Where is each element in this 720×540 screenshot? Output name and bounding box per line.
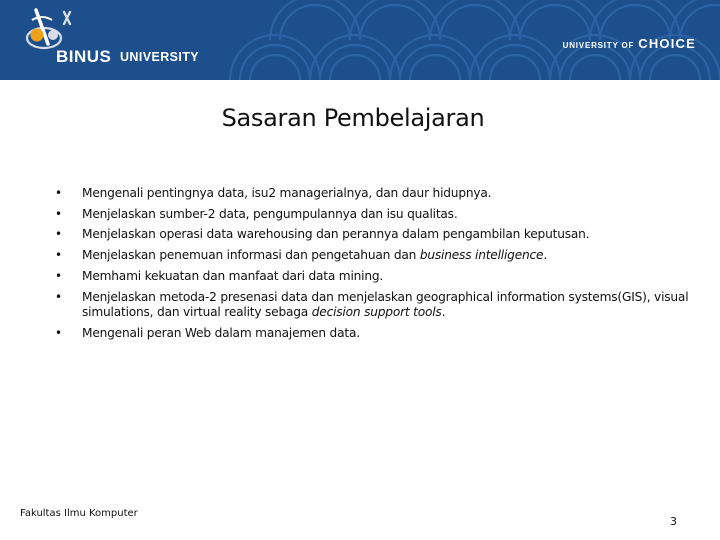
header-band <box>0 0 720 80</box>
logo-wordmark-bold: BINUS <box>56 47 112 66</box>
list-item-text: Menjelaskan metoda-2 presenasi data dan menjelaskan geographical information systems(GIS), visual simulations, dan virtual reality sebaga <box>82 289 689 319</box>
bullet-icon: • <box>55 206 62 221</box>
page-number: 3 <box>670 515 677 528</box>
slide-title: Sasaran Pembelajaran <box>221 104 485 132</box>
binus-logo[interactable] <box>22 6 222 74</box>
list-item <box>52 186 702 201</box>
list-item <box>52 207 702 222</box>
bullet-icon: • <box>55 248 62 263</box>
list-item-suffix: . <box>543 248 548 263</box>
bullet-icon: • <box>55 227 62 242</box>
list-item <box>52 326 702 341</box>
list-item <box>52 248 702 263</box>
list-item <box>52 227 702 242</box>
list-item-text: Menjelaskan operasi data warehousing dan perannya dalam pengambilan keputusan. <box>82 227 590 242</box>
bullet-icon: • <box>55 289 62 304</box>
tagline-prefix: UNIVERSITY OF <box>562 41 635 50</box>
tagline-word: CHOICE <box>638 36 696 51</box>
university-tagline <box>563 36 696 51</box>
list-item-text: Menjelaskan penemuan informasi dan pengetahuan dan <box>82 248 420 263</box>
list-item-suffix: . <box>441 304 446 319</box>
list-item <box>52 290 702 321</box>
logo-wordmark-light: UNIVERSITY <box>120 50 200 64</box>
list-item-text: Mengenali pentingnya data, isu2 managerialnya, dan daur hidupnya. <box>82 186 492 200</box>
list-item-italic-term: business intelligence <box>419 248 544 263</box>
list-item <box>52 269 702 284</box>
list-item-text: Menjelaskan sumber-2 data, pengumpulannya dan isu qualitas. <box>82 206 458 221</box>
list-item-text: Mengenali peran Web dalam manajemen data. <box>82 325 360 340</box>
bullet-icon: • <box>55 325 62 340</box>
objectives-list <box>52 186 702 346</box>
list-item-italic-term: decision support tools <box>311 304 442 319</box>
bullet-icon: • <box>55 268 62 283</box>
list-item-text: Memhami kekuatan dan manfaat dari data mining. <box>82 268 384 283</box>
footer-faculty: Fakultas Ilmu Komputer <box>20 508 138 519</box>
bullet-icon: • <box>55 186 62 200</box>
